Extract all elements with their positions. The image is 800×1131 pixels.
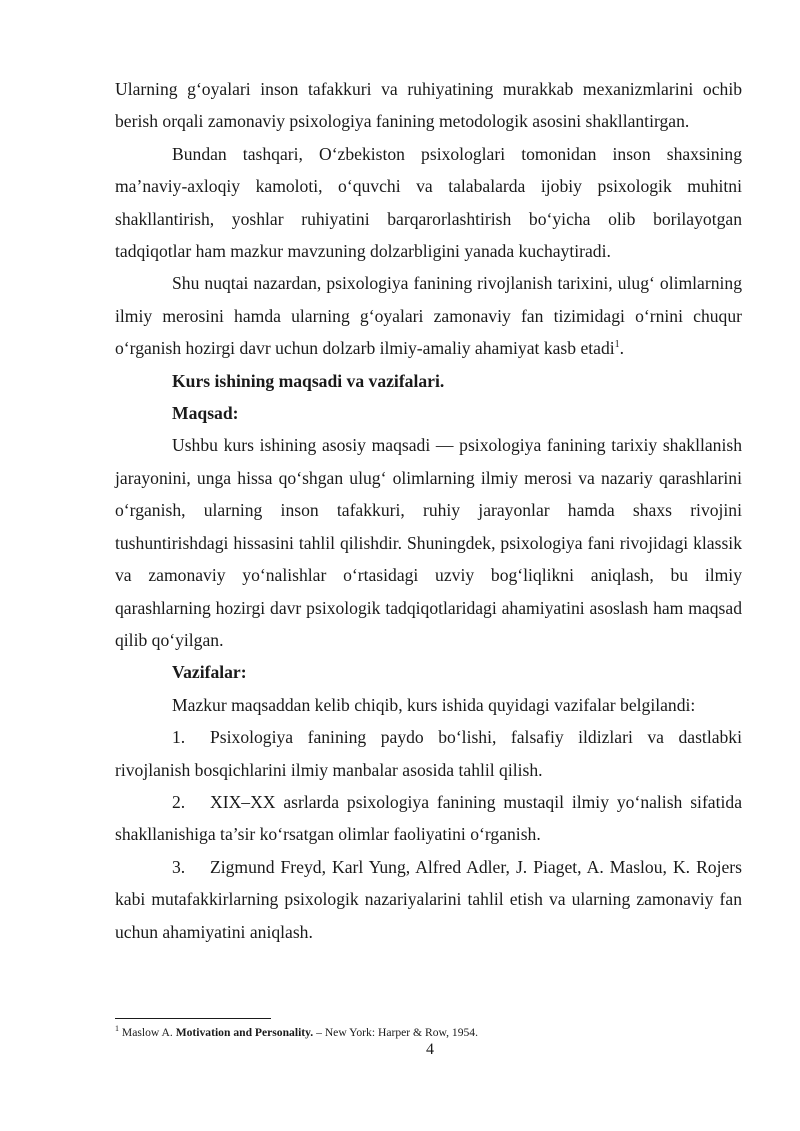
footnote-separator xyxy=(115,1018,271,1019)
tasks-intro: Mazkur maqsaddan kelib chiqib, kurs ishida quyidagi vazifalar belgilandi: xyxy=(172,694,696,715)
paragraph-3 xyxy=(115,267,742,364)
task-text: Zigmund Freyd, Karl Yung, Alfred Adler, J. Piaget, A. Maslou, K. Rojers kabi mutafakkirlarning psixologik nazariyalarini tahlil etish va ularning zamonaviy fan uchun ahamiyatini aniqlash. xyxy=(115,856,742,942)
task-item xyxy=(115,721,742,786)
task-text: XIX–XX asrlarda psixologiya fanining mustaqil ilmiy yo‘nalish sifatida shakllanishiga ta’sir ko‘rsatgan olimlar faoliyatini o‘rganish. xyxy=(115,791,742,845)
footnote-reference[interactable]: 1 xyxy=(614,339,620,351)
footnote-publisher: – New York: Harper & Row, 1954. xyxy=(313,1026,478,1039)
body-text xyxy=(115,73,742,948)
goal-paragraph: Ushbu kurs ishining asosiy maqsadi — psixologiya fanining tarixiy shakllanish jarayonini, unga hissa qo‘shgan ulug‘ olimlarning ilmiy merosi va nazariy qarashlarini o‘rganish, ularning inson tafakkuri, ruhiy jarayonlar hamda shaxs rivojini tushuntirishdagi hissasini tahlil qilishdir. Shuningdek, psixologiya fani rivojidagi klassik va zamonaviy yo‘nalishlar o‘rtasidagi uzviy bog‘liqlikni aniqlash, bu ilmiy qarashlarning hozirgi davr psixologik tadqiqotlaridagi ahamiyatini asoslash ham maqsad qilib qo‘yilgan. xyxy=(115,435,742,650)
paragraph-3-text: Shu nuqtai nazardan, psixologiya fanining rivojlanish tarixini, ulug‘ olimlarning ilmiy merosini hamda ularning g‘oyalari zamonaviy fan tizimidagi o‘rnini chuqur o‘rganish hozirgi davr uchun dolzarb ilmiy-amaliy ahamiyat kasb etadi xyxy=(115,273,742,359)
task-text: Psixologiya fanining paydo bo‘lishi, falsafiy ildizlari va dastlabki rivojlanish bosqichlarini ilmiy manbalar asosida tahlil qilish. xyxy=(115,727,742,780)
footnote xyxy=(115,1025,742,1040)
footnote-title: Motivation and Personality. xyxy=(175,1026,314,1039)
section-heading: Kurs ishining maqsadi va vazifalari. xyxy=(172,370,445,391)
page-number: 4 xyxy=(426,1041,434,1058)
paragraph-1: Ularning g‘oyalari inson tafakkuri va ruhiyatining murakkab mexanizmlarini ochib berish orqali zamonaviy psixologiya fanining metodologik asosini shakllantirgan. xyxy=(115,79,742,132)
footnote-author: Maslow A. xyxy=(119,1026,176,1039)
task-number: 2. xyxy=(172,791,186,812)
paragraph-2: Bundan tashqari, O‘zbekiston psixologlari tomonidan inson shaxsining ma’naviy-axloqiy kamoloti, o‘quvchi va talabalarda ijobiy psixologik muhitni shakllantirish, yoshlar ruhiyatini barqarorlashtirish bo‘yicha olib borilayotgan tadqiqotlar ham mazkur mavzuning dolzarbligini yanada kuchaytiradi. xyxy=(115,143,742,262)
task-item xyxy=(115,786,742,851)
goal-heading: Maqsad: xyxy=(172,403,239,424)
paragraph-3-end: . xyxy=(619,338,625,359)
tasks-heading: Vazifalar: xyxy=(172,662,247,683)
task-number: 1. xyxy=(172,727,186,748)
footnote-marker: 1 xyxy=(115,1024,119,1034)
task-number: 3. xyxy=(172,856,186,877)
task-item xyxy=(115,851,742,948)
